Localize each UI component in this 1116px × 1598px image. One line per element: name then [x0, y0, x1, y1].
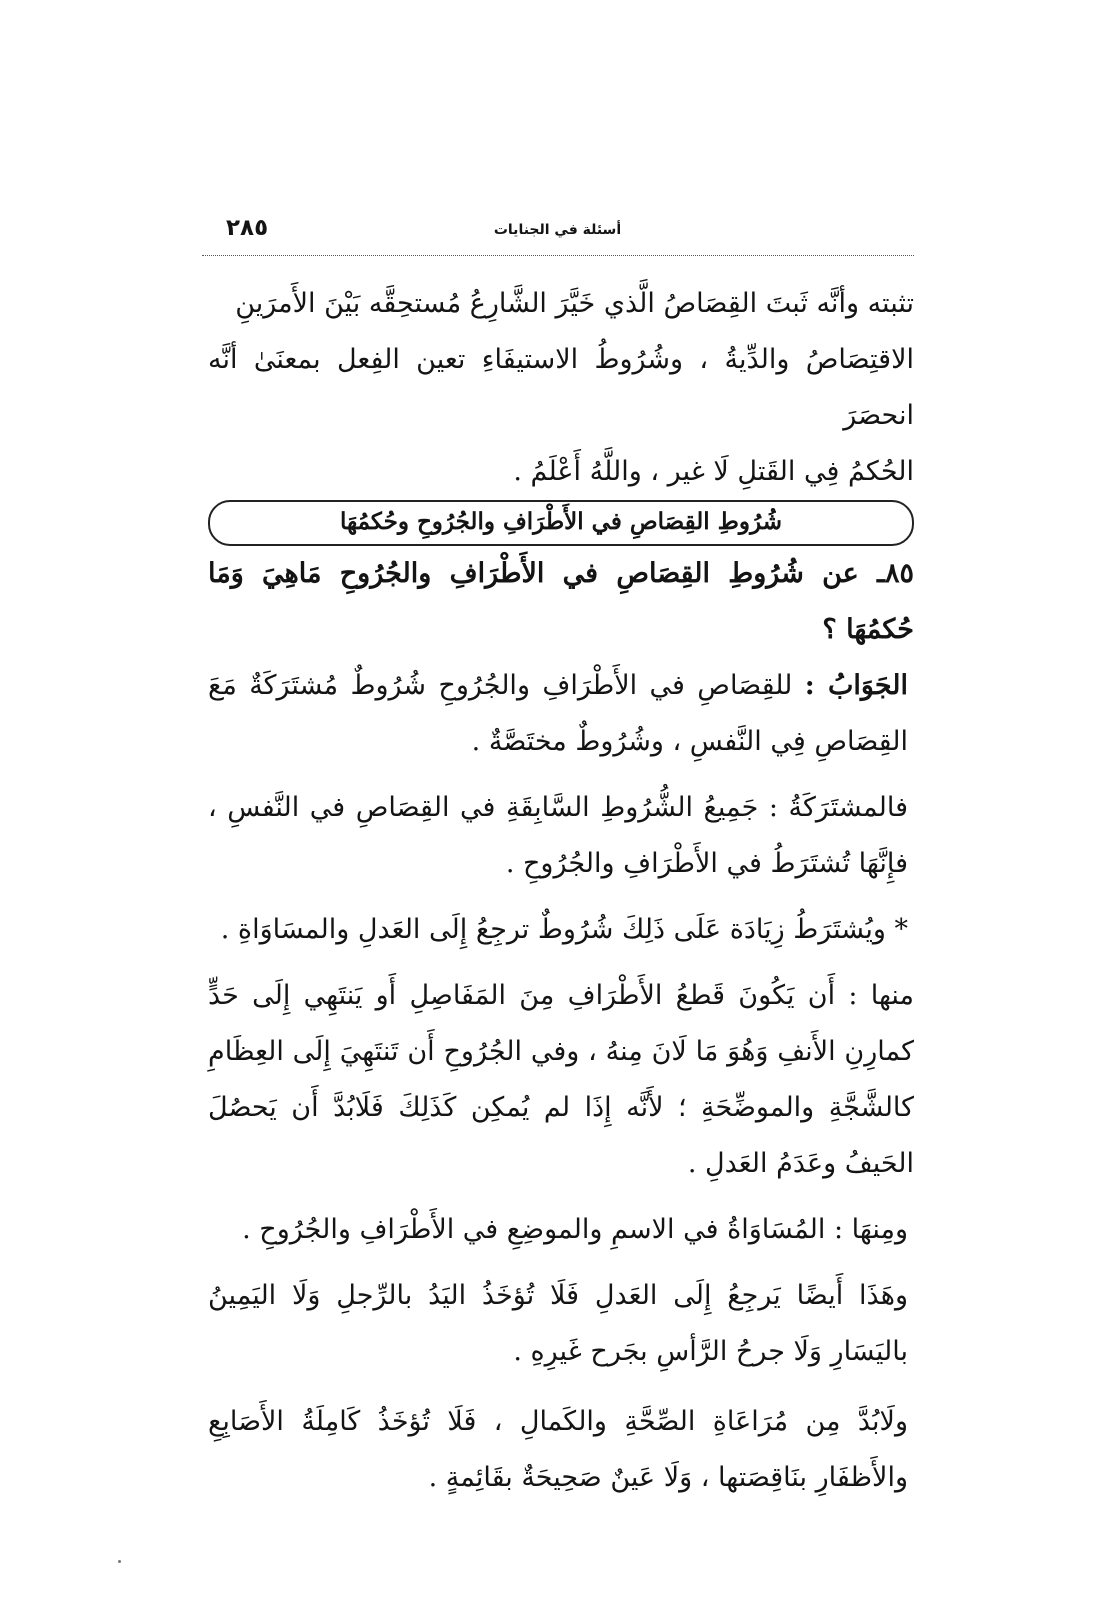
running-title: أسئلة في الجنايات — [493, 222, 622, 238]
scan-speck — [118, 1560, 121, 1563]
condition-three-paragraph: ولَابُدَّ مِن مُرَاعَاةِ الصِّحَّةِ والكَمالِ ، فَلَا تُؤخَذُ كَامِلَةُ الأَصَابِعِ والأَظفَارِ بنَاقِصَتها ، وَلَا عَينٌ صَحِيحَةٌ بقَائِمةٍ . — [208, 1406, 908, 1493]
answer-paragraph — [208, 658, 914, 770]
page-body — [208, 276, 914, 1506]
condition-two-detail-paragraph: وهَذَا أَيضًا يَرجِعُ إِلَى العَدلِ فَلَا تُؤخَذُ اليَدُ بالرِّجلِ وَلَا اليَمِينُ باليَسَارِ وَلَا جرحُ الرَّأسِ بجَرح غَيرِهِ . — [208, 1280, 908, 1367]
running-header — [200, 213, 915, 249]
section-heading: شُرُوطِ القِصَاصِ في الأَطْرَافِ والجُرُوحِ وحُكمُهَا — [208, 500, 914, 546]
intro-line-3: الحُكمُ فِي القَتلِ لَا غير ، واللَّهُ أَعْلَمُ . — [513, 456, 914, 487]
page-number: ٢٨٥ — [226, 215, 269, 241]
additional-conditions-paragraph: * ويُشتَرَطُ زِيَادَة عَلَى ذَلِكَ شُرُوطٌ ترجِعُ إِلَى العَدلِ والمسَاوَاةِ . — [220, 914, 908, 945]
answer-text: للقِصَاصِ في الأَطْرَافِ والجُرُوحِ شُرُوطٌ مُشتَرَكَةٌ مَعَ القِصَاصِ فِي النَّفسِ ، وشُرُوطٌ مختَصَّةٌ . — [208, 670, 908, 757]
header-divider — [202, 255, 914, 256]
common-conditions-paragraph: فالمشتَرَكَةُ : جَمِيعُ الشُّرُوطِ السَّابِقَةِ في القِصَاصِ في النَّفسِ ، فإِنَّهَا تُشتَرَطُ في الأَطْرَافِ والجُرُوحِ . — [208, 792, 908, 879]
condition-one-paragraph: منها : أَن يَكُونَ قَطعُ الأَطْرَافِ مِنَ المَفَاصِلِ أَو يَنتَهِي إِلَى حَدٍّ كمارِنِ الأَنفِ وَهُوَ مَا لَانَ مِنهُ ، وفي الجُرُوحِ أَن تَنتَهِيَ إِلَى العِظَامِ كالشَّجَّةِ والموضِّحَةِ ؛ لأَنَّه إِذَا لم يُمكِن كَذَلِكَ فَلَابُدَّ أَن يَحصُلَ الحَيفُ وعَدَمُ العَدلِ . — [208, 980, 914, 1179]
question-85: ٨٥ـ عن شُرُوطِ القِصَاصِ في الأَطْرَافِ والجُرُوحِ مَاهِيَ وَمَا حُكمُهَا ؟ — [208, 558, 914, 645]
intro-line-1: تثبته وأنَّه ثَبتَ القِصَاصُ الَّذي خَيَّرَ الشَّارِعُ مُستحِقَّه بَيْنَ الأَمرَينِ — [235, 288, 914, 319]
condition-two-paragraph: ومِنهَا : المُسَاوَاةُ في الاسمِ والموضِعِ في الأَطْرَافِ والجُرُوحِ . — [242, 1214, 908, 1245]
intro-line-2: الاقتِصَاصُ والدِّيةُ ، وشُرُوطُ الاستيفَاءِ تعين الفِعل بمعنَىٰ أنَّه انحصَرَ — [208, 344, 914, 431]
answer-label: الجَوَابُ : — [804, 670, 908, 701]
